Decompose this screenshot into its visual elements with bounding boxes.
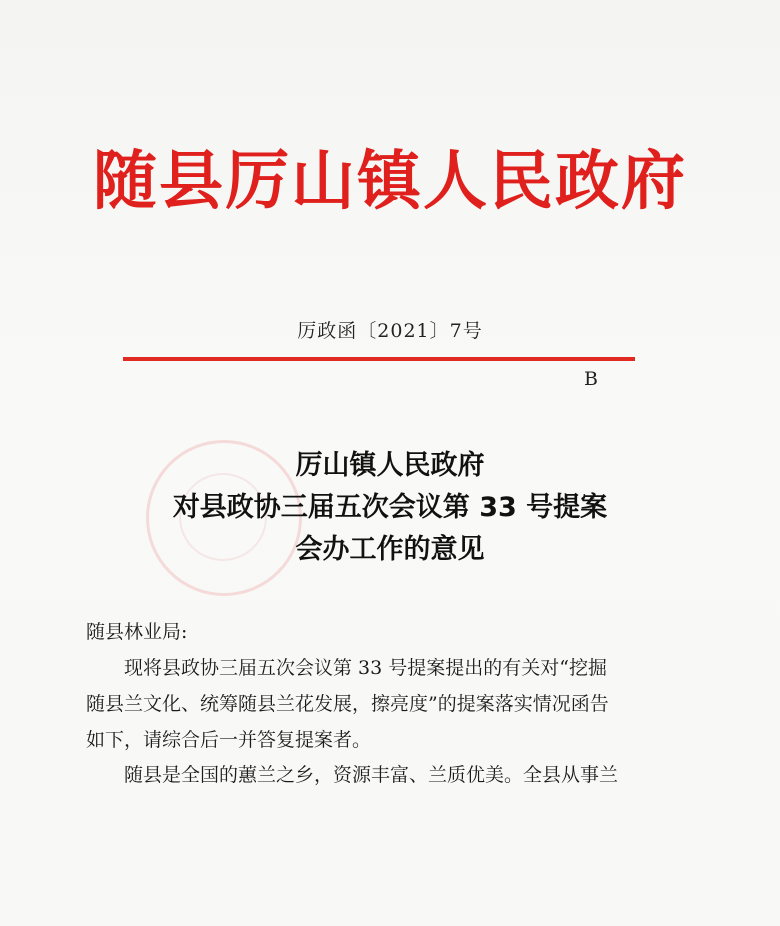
paragraph-1-line-2: 随县兰文化、统筹随县兰花发展，擦亮度”的提案落实情况函告 xyxy=(86,693,609,715)
letterhead-title: 随县厉山镇人民政府 xyxy=(93,144,687,219)
classification-mark: B xyxy=(584,368,598,390)
recipient: 随县林业局: xyxy=(86,621,188,643)
paragraph-1 xyxy=(86,650,686,758)
document-heading xyxy=(0,445,780,571)
paragraph-1-line-3: 如下，请综合后一并答复提案者。 xyxy=(86,729,372,751)
heading-line-2: 对县政协三届五次会议第 33 号提案 xyxy=(172,492,608,523)
paragraph-2-line-1: 随县是全国的蕙兰之乡，资源丰富、兰质优美。全县从事兰 xyxy=(124,764,619,786)
paragraph-1-line-1: 现将县政协三届五次会议第 33 号提案提出的有关对“挖掘 xyxy=(124,657,607,679)
red-divider-line xyxy=(123,357,635,361)
heading-line-1: 厉山镇人民政府 xyxy=(295,450,485,481)
document-number: 厉政函〔2021〕7号 xyxy=(297,320,483,342)
paragraph-2 xyxy=(86,757,686,793)
heading-line-3: 会办工作的意见 xyxy=(295,534,485,565)
